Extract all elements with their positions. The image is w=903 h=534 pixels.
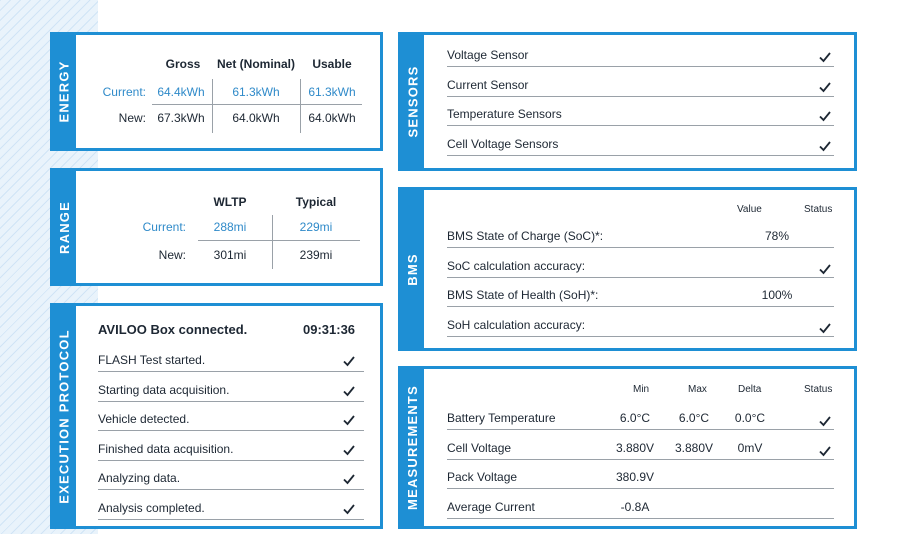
range-new-wltp: 301mi: [213, 248, 247, 262]
bms-panel: [398, 187, 857, 351]
measurements-header-delta: Delta: [738, 384, 762, 395]
measurement-row: [447, 432, 834, 460]
bms-row-label: BMS State of Charge (SoC)*:: [447, 229, 604, 243]
measurements-header-status: Status: [804, 384, 833, 395]
energy-current-gross: 64.4kWh: [157, 85, 205, 99]
range-title: RANGE: [57, 200, 73, 254]
measurement-row: [447, 491, 834, 519]
sensor-row: [447, 69, 834, 97]
measurements-header-max: Max: [688, 384, 707, 395]
checkmark-icon: [818, 322, 832, 334]
execution-step-row: [98, 464, 364, 490]
bms-row-label: SoH calculation accuracy:: [447, 317, 586, 332]
bms-title: BMS: [405, 252, 420, 286]
sensors-panel: [398, 32, 857, 171]
checkmark-icon: [342, 473, 356, 485]
execution-time: 09:31:36: [303, 322, 356, 337]
execution-step-label: Finished data acquisition.: [98, 441, 234, 456]
execution-heading: AVILOO Box connected.: [98, 322, 248, 337]
execution-step-label: Analyzing data.: [98, 471, 181, 485]
execution-panel: [50, 303, 383, 529]
bms-row-value: 100%: [761, 288, 793, 302]
range-divider-h: [198, 240, 360, 241]
range-header-typical: Typical: [295, 195, 337, 209]
execution-step-row: [98, 405, 364, 431]
execution-step-label: Starting data acquisition.: [98, 382, 230, 397]
measurement-min: -0.8A: [620, 499, 650, 514]
range-current-typical: 229mi: [299, 220, 333, 234]
sensor-label: Temperature Sensors: [447, 107, 562, 121]
checkmark-icon: [818, 415, 832, 427]
execution-step-row: [98, 435, 364, 461]
sensor-row: [447, 128, 834, 156]
execution-step-row: [98, 376, 364, 402]
bms-header-status: Status: [804, 204, 833, 215]
bms-row: [447, 250, 834, 278]
sensors-title: SENSORS: [405, 65, 421, 138]
energy-divider-h: [152, 104, 362, 105]
energy-header-usable: Usable: [312, 57, 352, 71]
sensor-label: Voltage Sensor: [447, 48, 529, 62]
checkmark-icon: [342, 444, 356, 456]
measurement-row: [447, 402, 834, 430]
sensor-label: Current Sensor: [447, 77, 529, 92]
sensor-label: Cell Voltage Sensors: [447, 136, 559, 151]
bms-sidebar: [401, 190, 424, 348]
measurement-max: 6.0°C: [678, 411, 710, 425]
bms-row: [447, 279, 834, 307]
measurement-label: Pack Voltage: [447, 470, 518, 484]
measurement-min: 380.9V: [615, 470, 655, 484]
bms-row: [447, 220, 834, 248]
bms-row-label: BMS State of Health (SoH)*:: [447, 288, 599, 302]
energy-title: ENERGY: [57, 60, 73, 123]
range-current-wltp: 288mi: [213, 220, 247, 234]
checkmark-icon: [818, 140, 832, 152]
checkmark-icon: [342, 385, 356, 397]
execution-step-row: [98, 346, 364, 372]
execution-step-label: Analysis completed.: [98, 500, 205, 515]
energy-current-usable: 61.3kWh: [308, 85, 356, 99]
measurements-header-min: Min: [633, 384, 650, 395]
checkmark-icon: [818, 81, 832, 93]
bms-row: [447, 309, 834, 337]
energy-new-net: 64.0kWh: [232, 111, 280, 125]
energy-new-gross: 67.3kWh: [157, 111, 205, 125]
bms-row-label: SoC calculation accuracy:: [447, 258, 586, 273]
measurement-row: [447, 461, 834, 489]
energy-new-usable: 64.0kWh: [308, 111, 356, 125]
range-divider-v: [272, 215, 273, 269]
measurements-title: MEASUREMENTS: [405, 385, 421, 510]
measurement-label: Average Current: [447, 499, 535, 514]
measurement-delta: 0mV: [737, 440, 763, 455]
range-new-typical: 239mi: [299, 248, 333, 262]
checkmark-icon: [342, 414, 356, 426]
energy-current-net: 61.3kWh: [232, 85, 280, 99]
energy-sidebar: [53, 35, 76, 148]
measurement-label: Cell Voltage: [447, 440, 512, 455]
sensors-sidebar: [401, 35, 424, 168]
energy-current-label: Current:: [102, 85, 146, 99]
range-new-label: New:: [158, 248, 186, 262]
energy-panel: [50, 32, 383, 151]
bms-row-value: 78%: [764, 229, 790, 243]
energy-new-label: New:: [118, 111, 146, 125]
measurement-min: 3.880V: [615, 440, 655, 455]
measurement-label: Battery Temperature: [447, 411, 556, 425]
checkmark-icon: [342, 355, 356, 367]
range-panel: [50, 168, 383, 286]
checkmark-icon: [342, 503, 356, 515]
checkmark-icon: [818, 51, 832, 63]
range-header-wltp: WLTP: [213, 195, 247, 209]
energy-divider-v2: [300, 79, 301, 133]
execution-sidebar: [53, 306, 76, 526]
execution-step-label: FLASH Test started.: [98, 353, 206, 367]
measurements-panel: [398, 366, 857, 529]
execution-step-row: [98, 494, 364, 520]
sensor-row: [447, 98, 834, 126]
bms-header-value: Value: [737, 204, 762, 215]
checkmark-icon: [818, 445, 832, 457]
measurement-max: 3.880V: [674, 440, 714, 455]
energy-divider-v1: [212, 79, 213, 133]
execution-step-label: Vehicle detected.: [98, 412, 190, 426]
measurement-min: 6.0°C: [619, 411, 651, 425]
energy-header-gross: Gross: [165, 57, 201, 71]
range-current-label: Current:: [142, 220, 186, 234]
measurement-delta: 0.0°C: [734, 411, 766, 425]
sensor-row: [447, 39, 834, 67]
execution-title: EXECUTION PROTOCOL: [57, 328, 73, 504]
checkmark-icon: [818, 263, 832, 275]
measurements-sidebar: [401, 369, 424, 526]
range-sidebar: [53, 171, 76, 283]
checkmark-icon: [818, 110, 832, 122]
energy-header-net: Net (Nominal): [217, 57, 295, 71]
